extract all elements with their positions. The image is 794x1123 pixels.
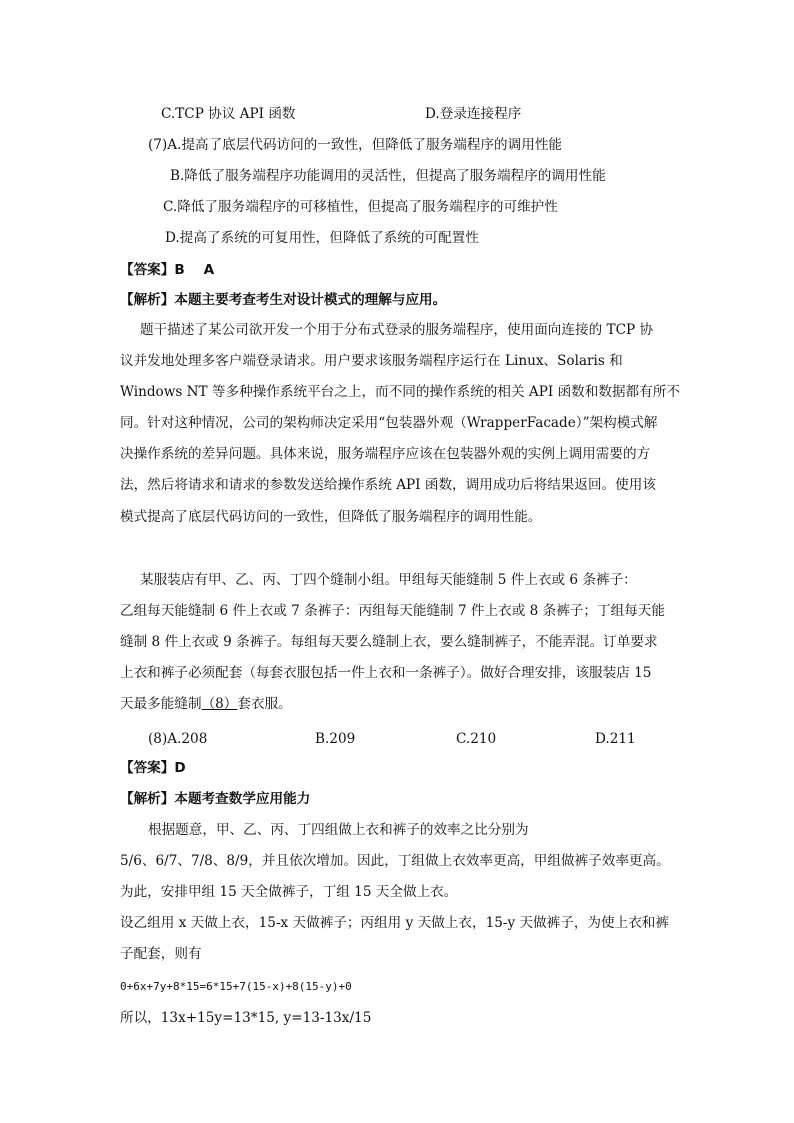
question8-blank: （8） <box>201 696 238 712</box>
option-6d: D.登录连接程序 <box>425 106 522 122</box>
analysis1-line-3: 同。针对这种情况，公司的架构师决定采用“包装器外观（WrapperFacade）”架构模式解 <box>120 415 658 431</box>
option-8b: B.209 <box>315 731 356 747</box>
option-8c: C.210 <box>456 731 497 747</box>
option-7b: B.降低了服务端程序功能调用的灵活性，但提高了服务端程序的调用性能 <box>170 168 606 184</box>
analysis1-line-0: 题干描述了某公司欲开发一个用于分布式登录的服务端程序，使用面向连接的 TCP 协 <box>140 322 654 338</box>
answer2-label: 【答案】 <box>120 760 175 776</box>
analysis2-line-4: 子配套，则有 <box>120 946 202 962</box>
option-8d: D.211 <box>595 731 636 747</box>
question8-last-prefix: 天最多能缝制 <box>120 696 202 712</box>
analysis-label: 【解析】 <box>120 292 175 308</box>
analysis2-equation: 0+6x+7y+8*15=6*15+7(15-x)+8(15-y)+0 <box>120 980 352 993</box>
analysis1-line-1: 议并发地处理多客户端登录请求。用户要求该服务端程序运行在 Linux、Solaris 和 <box>120 353 623 369</box>
question8-line-1: 乙组每天能缝制 6 件上衣或 7 条裤子：丙组每天能缝制 7 件上衣或 8 条裤子；丁组每天能 <box>120 603 665 619</box>
answer-value: B A <box>174 262 215 278</box>
question8-line-0: 某服装店有甲、乙、丙、丁四个缝制小组。甲组每天能缝制 5 件上衣或 6 条裤子： <box>140 572 637 588</box>
analysis2-label: 【解析】 <box>120 791 175 807</box>
analysis-heading-2 <box>120 789 310 809</box>
answer-label: 【答案】 <box>120 262 175 278</box>
analysis1-line-6: 模式提高了底层代码访问的一致性，但降低了服务端程序的调用性能。 <box>120 509 542 525</box>
question8-line-2: 缝制 8 件上衣或 9 条裤子。每组每天要么缝制上衣，要么缝制裤子，不能弄混。订单要求 <box>120 634 658 650</box>
analysis1-line-2: Windows NT 等多种操作系统平台之上，而不同的操作系统的相关 API 函数和数据都有所不 <box>120 384 680 400</box>
option-8a: (8)A.208 <box>148 731 208 747</box>
option-7a: (7)A.提高了底层代码访问的一致性，但降低了服务端程序的调用性能 <box>148 137 563 153</box>
question8-line-4 <box>120 694 292 714</box>
answer2-value: D <box>174 760 186 776</box>
analysis1-line-4: 决操作系统的差异问题。具体来说，服务端程序应该在包装器外观的实例上调用需要的方 <box>120 446 651 462</box>
option-6c: C.TCP 协议 API 函数 <box>161 106 296 122</box>
answer-line-1 <box>120 260 214 280</box>
analysis2-line-2: 为此，安排甲组 15 天全做裤子，丁组 15 天全做上衣。 <box>120 884 458 900</box>
question8-last-suffix: 套衣服。 <box>237 696 292 712</box>
analysis2-title: 本题考查数学应用能力 <box>174 791 311 807</box>
option-7c: C.降低了服务端程序的可移植性，但提高了服务端程序的可维护性 <box>163 199 558 215</box>
analysis2-line-1: 5/6、6/7、7/8、8/9，并且依次增加。因此，丁组做上衣效率更高，甲组做裤子效率更高。 <box>120 853 670 869</box>
analysis1-line-5: 法，然后将请求和请求的参数发送给操作系统 API 函数，调用成功后将结果返回。使用该 <box>120 477 656 493</box>
analysis-title: 本题主要考查考生对设计模式的理解与应用。 <box>174 292 447 308</box>
analysis2-line-3: 设乙组用 x 天做上衣，15-x 天做裤子；丙组用 y 天做上衣，15-y 天做裤子，为使上衣和裤 <box>120 915 669 931</box>
analysis2-line-0: 根据题意，甲、乙、丙、丁四组做上衣和裤子的效率之比分别为 <box>148 822 529 838</box>
question8-line-3: 上衣和裤子必须配套（每套衣服包括一件上衣和一条裤子）。做好合理安排，该服装店 15 <box>120 665 652 681</box>
answer-line-2 <box>120 758 186 778</box>
analysis2-conclusion: 所以，13x+15y=13*15, y=13-13x/15 <box>120 1010 372 1026</box>
analysis-heading-1 <box>120 290 446 310</box>
option-7d: D.提高了系统的可复用性，但降低了系统的可配置性 <box>165 230 479 246</box>
